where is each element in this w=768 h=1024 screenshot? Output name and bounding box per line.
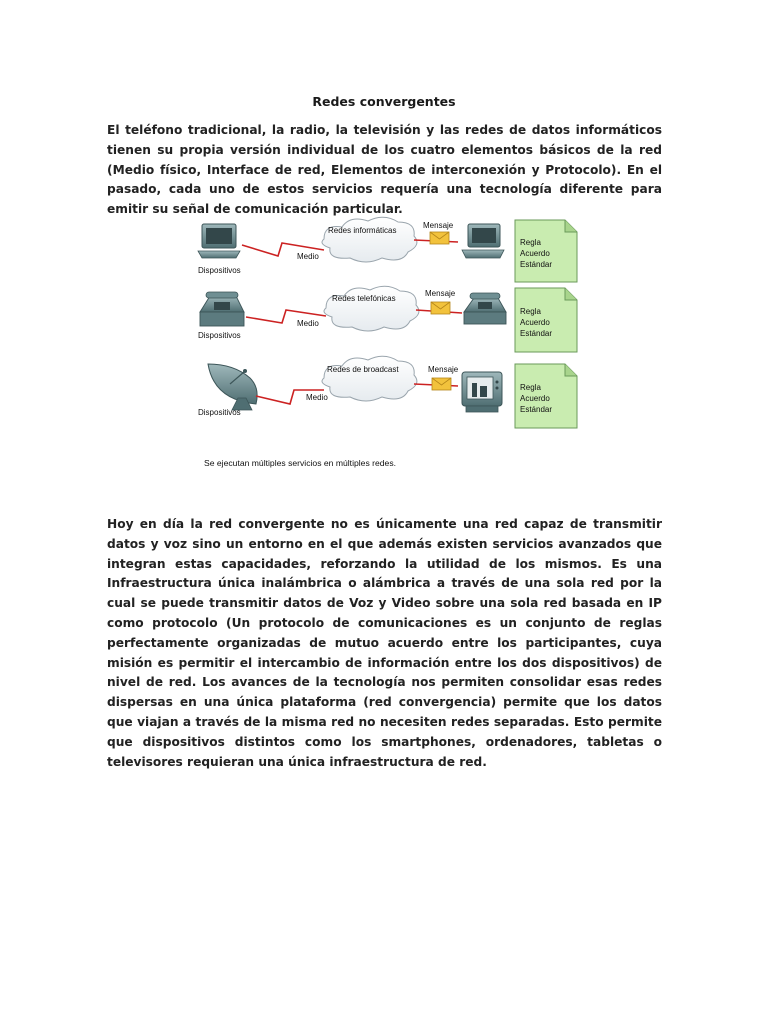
row1-network-label: Redes informáticas	[328, 226, 397, 235]
row1-message-label: Mensaje	[423, 221, 454, 230]
row-computer-network	[198, 217, 577, 282]
figure-caption: Se ejecutan múltiples servicios en múltiples redes.	[204, 458, 397, 468]
row2-doc-line-3: Estándar	[520, 329, 553, 338]
envelope-icon	[431, 302, 450, 314]
intro-text-end: . En el pasado, cada uno de estos servicios requería una tecnología diferente para emitir su señal de comunicación particular.	[107, 162, 663, 217]
row1-doc-line-1: Regla	[520, 238, 541, 247]
intro-bold-elements: Medio físico, Interface de red, Elementos de interconexión y Protocolo)	[112, 162, 617, 177]
television-icon	[462, 372, 502, 412]
row2-doc-line-2: Acuerdo	[520, 318, 550, 327]
protocol-document-icon	[515, 364, 577, 428]
computer-icon	[462, 224, 504, 258]
row3-medium-label: Medio	[306, 393, 328, 402]
envelope-icon	[432, 378, 451, 390]
body-paragraph: Hoy en día la red convergente no es únicamente una red capaz de transmitir datos y voz sino un entorno en el que además existen servicios avanzados que integran estas capacidades, reforzando la utilidad de los mismos. Es una Infraestructura única inalámbrica o alámbrica a través de una sola red por la cual se puede transmitir datos de Voz y Video sobre una sola red basada en IP como protocolo (Un protocolo de comunicaciones es un conjunto de reglas perfectamente organizadas de mutuo acuerdo entre los participantes, cuya misión es permitir el intercambio de información entre los dos dispositivos) de nivel de red. Los avances de la tecnología nos permiten consolidar esas redes dispersas en una única plataforma (red convergencia) permite que los datos que viajan a través de la misma red no necesiten redes separadas. Esto permite que dispositivos distintos como los smartphones, ordenadores, tabletas o televisores requieran una única infraestructura de red.	[107, 517, 662, 769]
computer-icon	[198, 224, 240, 258]
intro-paragraph	[107, 121, 662, 220]
row2-doc-line-1: Regla	[520, 307, 541, 316]
convergent-networks-figure	[190, 212, 590, 482]
protocol-document-icon	[515, 288, 577, 352]
row2-device-label: Dispositivos	[198, 331, 241, 340]
network-cloud	[322, 356, 417, 401]
page-title: Redes convergentes	[312, 94, 456, 109]
row2-message-label: Mensaje	[425, 289, 456, 298]
intro-text-start: El teléfono tradicional, la radio, la televisión y las redes de datos informáticos tienen su propia versión individual de los cuatro elementos básicos de la red (	[107, 123, 662, 177]
network-cloud	[324, 286, 419, 331]
row-telephone-network	[198, 286, 577, 352]
protocol-document-icon	[515, 220, 577, 282]
telephone-icon	[464, 293, 506, 324]
row1-medium-label: Medio	[297, 252, 319, 261]
row3-doc-line-2: Acuerdo	[520, 394, 550, 403]
row3-network-label: Redes de broadcast	[327, 365, 399, 374]
row2-medium-label: Medio	[297, 319, 319, 328]
network-cloud	[322, 217, 417, 262]
row1-device-label: Dispositivos	[198, 266, 241, 275]
row3-device-label: Dispositivos	[198, 408, 241, 417]
row-broadcast-network	[198, 356, 577, 428]
row2-network-label: Redes telefónicas	[332, 294, 396, 303]
row1-doc-line-3: Estándar	[520, 260, 553, 269]
row1-doc-line-2: Acuerdo	[520, 249, 550, 258]
envelope-icon	[430, 232, 449, 244]
row3-doc-line-3: Estándar	[520, 405, 553, 414]
row3-doc-line-1: Regla	[520, 383, 541, 392]
satellite-dish-icon	[208, 364, 257, 410]
row3-message-label: Mensaje	[428, 365, 459, 374]
telephone-icon	[200, 292, 244, 326]
